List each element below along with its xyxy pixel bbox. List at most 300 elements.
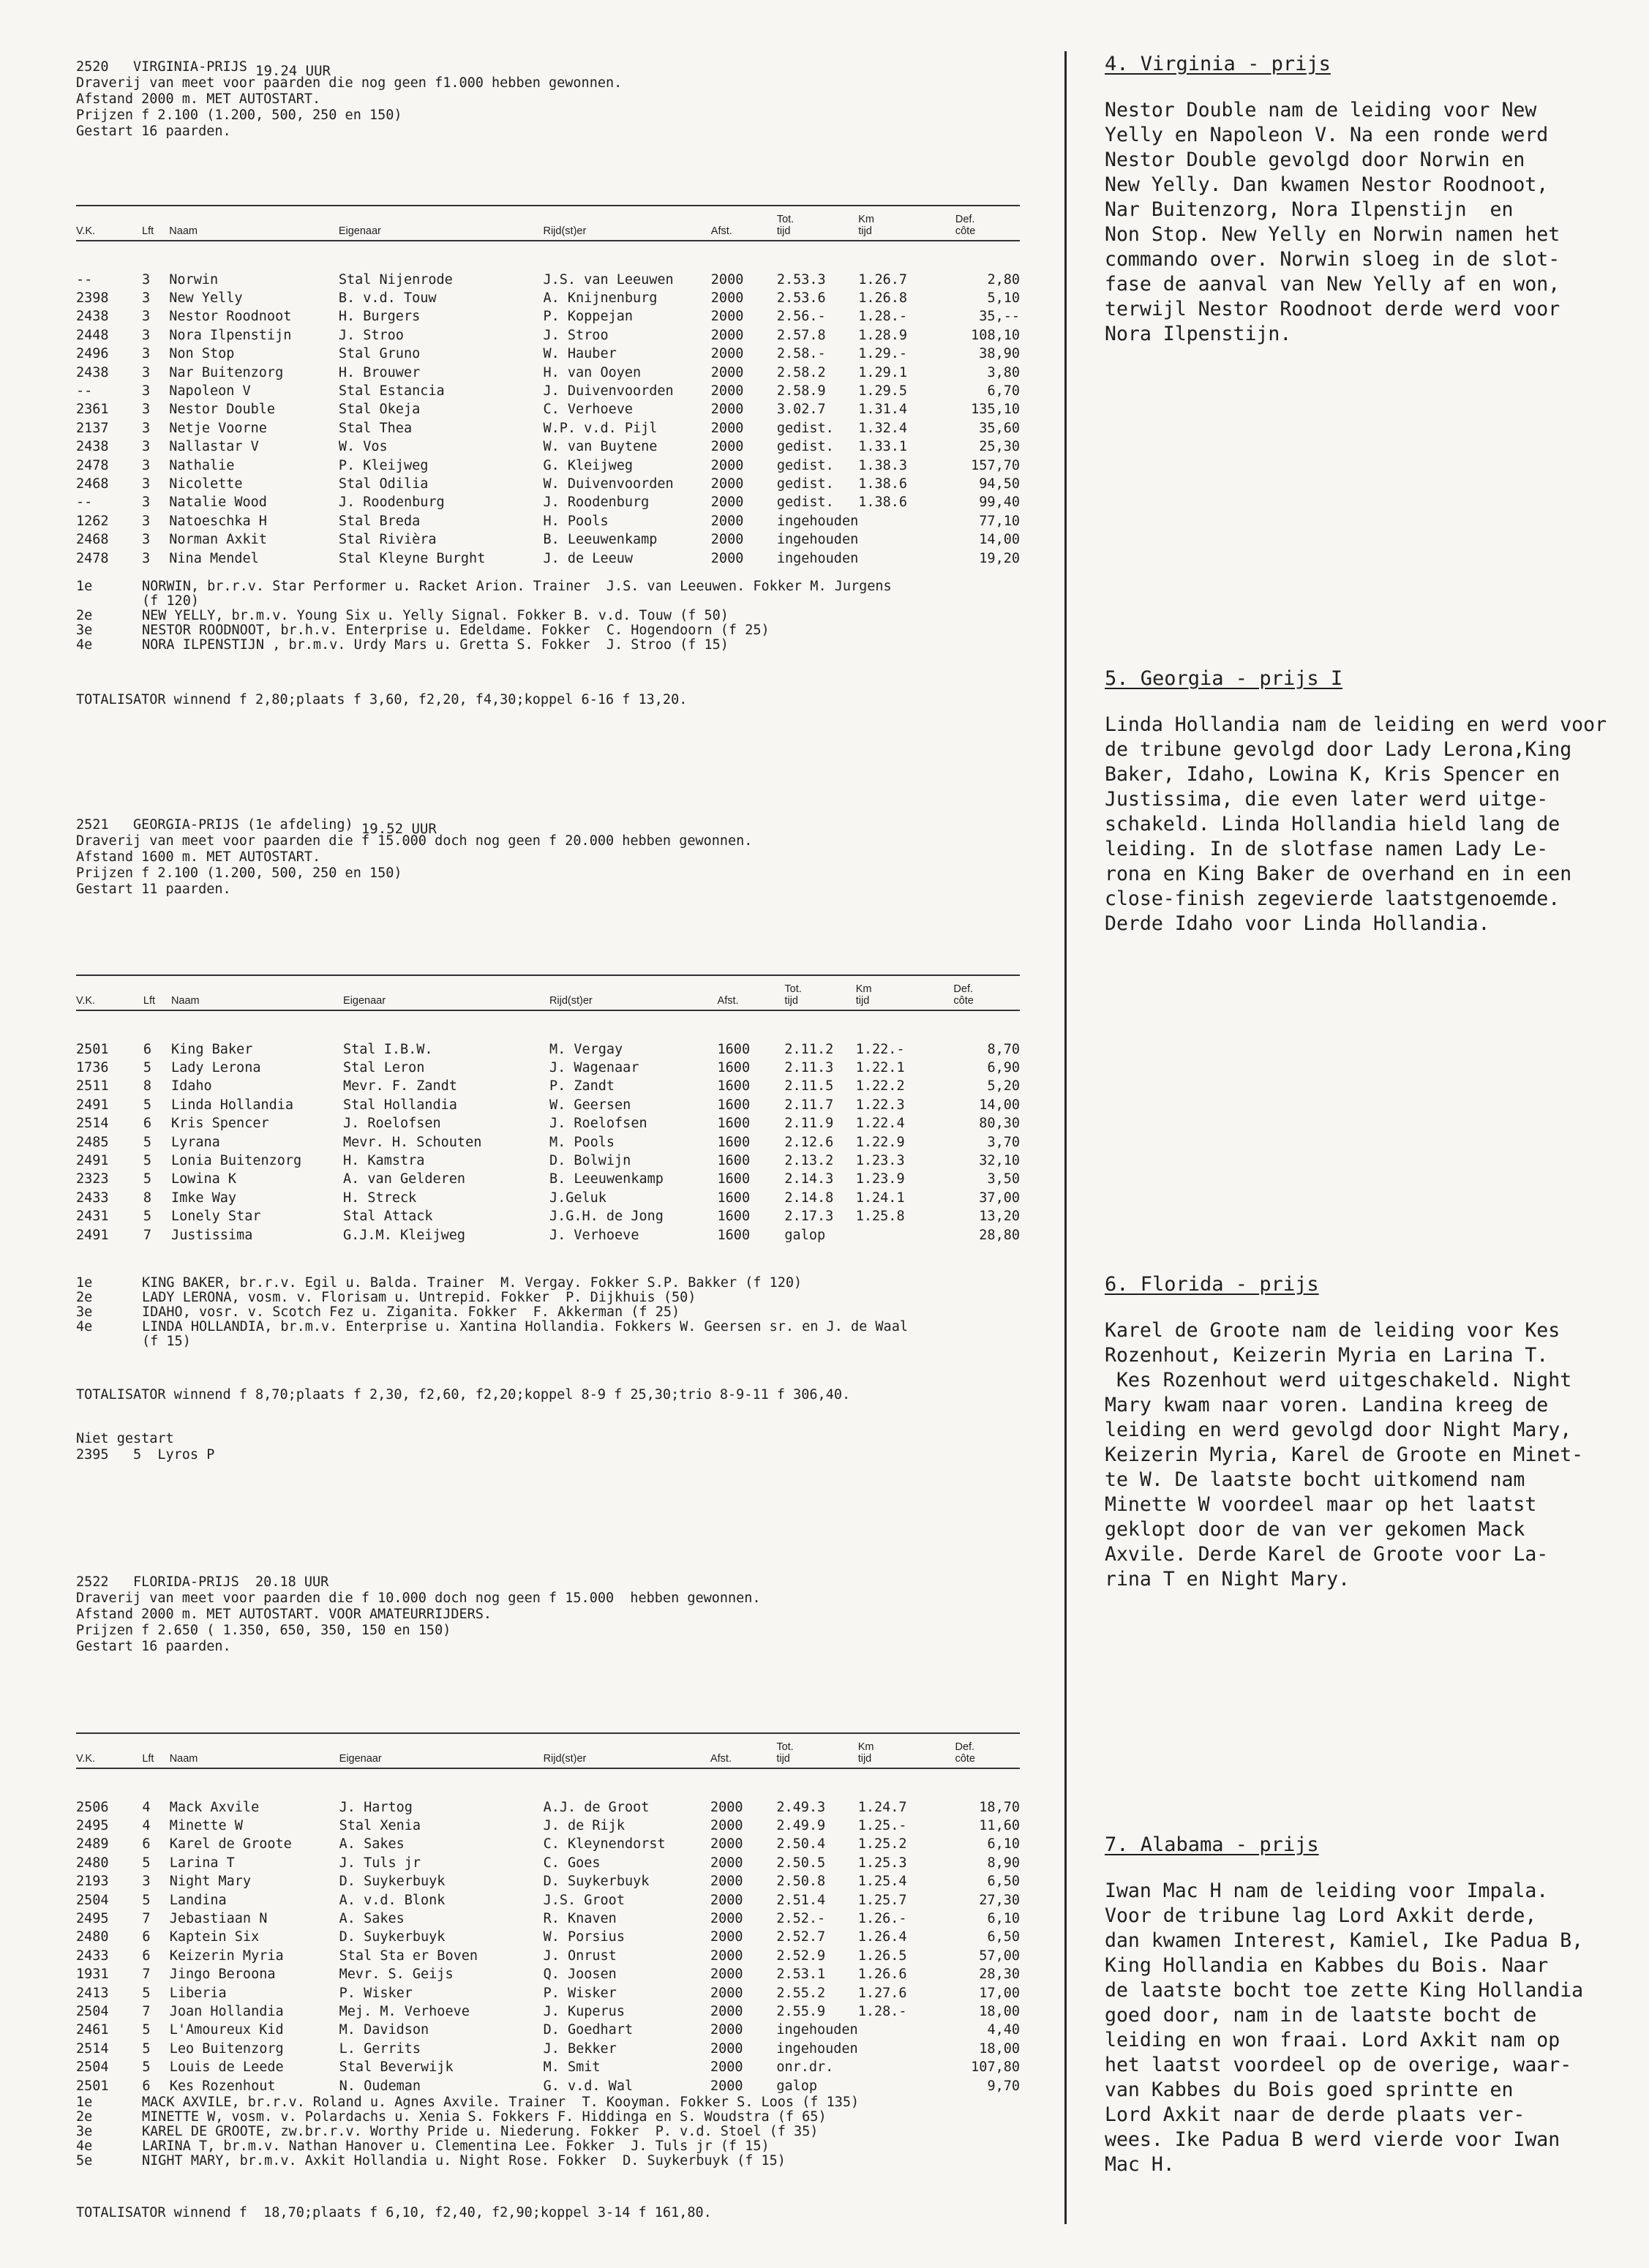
km-cell: 1.29.1 <box>858 364 908 380</box>
lft-cell: 5 <box>143 1153 152 1169</box>
lft-cell: 5 <box>143 1097 152 1113</box>
def-cell: 4,40 <box>987 2022 1020 2038</box>
km-cell <box>858 512 926 530</box>
naam-cell: Imke Way <box>170 1190 237 1206</box>
vk-cell: 2438 <box>76 309 109 325</box>
lft-cell: 4 <box>142 1818 151 1834</box>
lft-cell: 5 <box>143 1209 152 1225</box>
table-row <box>76 1947 1020 1965</box>
naam-cell: Mack Axvile <box>169 1799 260 1815</box>
table-row <box>76 419 1020 438</box>
col-afst: Afst. <box>711 206 777 241</box>
rijder-cell: J. Verhoeve <box>549 1227 639 1243</box>
km-cell: 1.23.3 <box>855 1153 905 1169</box>
rijder-cell: J. Roelofsen <box>549 1116 647 1132</box>
naam-cell: L'Amoureux Kid <box>169 2022 284 2038</box>
def-cell: 8,70 <box>987 1041 1020 1057</box>
vk-cell: 2433 <box>76 1190 109 1206</box>
tot-cell: ingehouden <box>776 532 859 548</box>
tot-cell: gedist. <box>776 420 834 436</box>
naam-cell: Joan Hollandia <box>169 2003 284 2019</box>
report-florida <box>1105 1273 1617 1592</box>
placing-position: 5e <box>76 2153 93 2169</box>
table-row <box>76 438 1020 457</box>
vk-cell: 2491 <box>76 1153 109 1169</box>
vk-cell: 2501 <box>76 1041 109 1057</box>
results-table <box>76 205 1020 568</box>
lft-cell: 3 <box>142 402 151 418</box>
tot-cell: 2.13.2 <box>784 1153 834 1169</box>
table-row <box>76 1226 1020 1244</box>
km-cell: 1.27.6 <box>857 1985 907 2001</box>
lft-cell: 3 <box>142 383 151 399</box>
lft-cell: 3 <box>142 309 151 325</box>
vk-cell: 2478 <box>76 550 109 566</box>
lft-cell: 8 <box>143 1078 152 1094</box>
table-row <box>76 1910 1020 1928</box>
placing-position: 1e <box>76 1275 93 1291</box>
vk-cell: 2514 <box>76 2040 109 2057</box>
vk-cell: 2504 <box>76 1892 109 1908</box>
km-cell: 1.25.4 <box>857 1874 907 1890</box>
afst-cell: 2000 <box>710 439 744 455</box>
afst-cell: 2000 <box>710 495 744 511</box>
report-body: Iwan Mac H nam de leiding voor Impala. Voor de tribune lag Lord Axkit derde, dan kwamen Interest, Kamiel, Ike Padua B, King Hollandia en Kabbes du Bois. Naar de laatste bocht toe zette King Hollandia goed door, nam in de laatste bocht de leiding en won fraai. Lord Axkit nam op het laatst voordeel op de overige, waar- van Kabbes du Bois goed sprintte en Lord Axkit naar de derde plaats ver- wees. Ike Padua B werd vierde voor Iwan Mac H. <box>1105 1880 1584 2176</box>
tot-cell: 2.11.2 <box>784 1041 834 1057</box>
table-header <box>76 1733 1020 1768</box>
tot-cell: ingehouden <box>776 550 859 566</box>
col-lft: Lft <box>142 206 169 241</box>
naam-cell: Louis de Leede <box>169 2059 284 2076</box>
vk-cell: -- <box>76 495 93 511</box>
placing-position: 4e <box>76 1319 93 1334</box>
km-cell: 1.24.1 <box>855 1190 905 1206</box>
rijder-cell: W. Hauber <box>543 346 617 362</box>
eigenaar-cell: H. Burgers <box>338 309 421 325</box>
vk-cell: -- <box>76 383 93 399</box>
table-row <box>76 2021 1020 2040</box>
report-body: Nestor Double nam de leiding voor New Yelly en Napoleon V. Na een ronde werd Nestor Double gevolgd door Norwin en New Yelly. Dan kwamen Nestor Roodnoot, Nar Buitenzorg, Nora Ilpenstijn en Non Stop. New Yelly en Norwin namen het commando over. Norwin sloeg in de slot- fase de aanval van New Yelly af en won, terwijl Nestor Roodnoot derde werd voor Nora Ilpenstijn. <box>1105 99 1560 345</box>
km-cell: 1.22.3 <box>855 1097 905 1113</box>
col-def: Def. côte <box>925 1733 1020 1768</box>
rijder-cell: J. Onrust <box>543 1948 617 1964</box>
eigenaar-cell: Mevr. S. Geijs <box>339 1967 454 1983</box>
placing-row <box>76 2110 1020 2125</box>
tot-cell: 2.52.- <box>776 1911 826 1927</box>
col-tot: Tot. tijd <box>776 1733 857 1768</box>
naam-cell: Netje Voorne <box>169 420 267 436</box>
placing-row <box>76 1276 1020 1291</box>
def-cell: 18,70 <box>979 1799 1020 1815</box>
def-cell: 108,10 <box>971 327 1020 343</box>
placing-text: NIGHT MARY, br.m.v. Axkit Hollandia u. Night Rose. Fokker D. Suykerbuyk (f 15) <box>142 2153 786 2169</box>
placing-row <box>76 1320 1020 1349</box>
rijder-cell: Q. Joosen <box>543 1967 617 1983</box>
lft-cell: 7 <box>143 1227 152 1243</box>
vk-cell: 2495 <box>76 1818 109 1834</box>
def-cell: 6,10 <box>987 1911 1020 1927</box>
naam-cell: Keizerin Myria <box>169 1948 284 1964</box>
placing-text: NESTOR ROODNOOT, br.h.v. Enterprise u. Edeldame. Fokker C. Hogendoorn (f 25) <box>142 623 770 638</box>
def-cell: 6,50 <box>987 1929 1020 1945</box>
vk-cell: 2491 <box>76 1227 109 1243</box>
afst-cell: 2000 <box>710 1911 743 1927</box>
col-km: Km tijd <box>856 975 925 1010</box>
lft-cell: 6 <box>142 1948 151 1964</box>
table-row <box>76 345 1020 364</box>
afst-cell: 2000 <box>710 1874 743 1890</box>
eigenaar-cell: Stal Odilia <box>338 476 429 492</box>
rijder-cell: W. van Buytene <box>543 439 658 455</box>
lft-cell: 5 <box>143 1060 152 1076</box>
rijder-cell: W. Porsius <box>543 1929 625 1945</box>
km-cell: 1.22.1 <box>855 1060 905 1076</box>
lft-cell: 4 <box>142 1799 151 1815</box>
tot-cell: 2.50.4 <box>776 1836 826 1852</box>
col-rijder: Rijd(st)er <box>549 975 718 1010</box>
lft-cell: 6 <box>143 1041 152 1057</box>
table-row <box>76 475 1020 493</box>
col-naam: Naam <box>171 975 343 1010</box>
km-cell: 1.26.5 <box>857 1948 907 1964</box>
afst-cell: 2000 <box>710 309 744 325</box>
vk-cell: -- <box>76 271 93 288</box>
def-cell: 80,30 <box>979 1116 1020 1132</box>
naam-cell: Napoleon V <box>169 383 251 399</box>
rijder-cell: G. v.d. Wal <box>543 2078 634 2094</box>
eigenaar-cell: D. Suykerbuyk <box>339 1929 446 1945</box>
race-header: 2522 FLORIDA-PRIJS 20.18 UUR Draverij van meet voor paarden die f 10.000 doch nog geen f 15.000 hebben gewonnen. Afstand 2000 m. MET AUTOSTART. VOOR AMATEURRIJDERS. Prijzen f 2.650 ( 1.350, 650, 350, 150 en 150) Gestart 16 paarden. <box>76 1574 761 1654</box>
vk-cell: 2496 <box>76 346 109 362</box>
naam-cell: Natalie Wood <box>169 495 267 511</box>
report-virginia <box>1105 53 1617 347</box>
placings <box>76 579 1020 653</box>
table-row <box>76 1115 1020 1133</box>
table-row <box>76 1817 1020 1835</box>
afst-cell: 2000 <box>710 364 744 380</box>
km-cell: 1.22.2 <box>855 1078 905 1094</box>
tot-cell: 2.50.8 <box>776 1874 826 1890</box>
table-row <box>76 364 1020 382</box>
placing-position: 2e <box>76 608 93 623</box>
race-header: 2521 GEORGIA-PRIJS (1e afdeling) 19.52 UUR Draverij van meet voor paarden die f 15.000 doch nog geen f 20.000 hebben gewonnen. Afstand 1600 m. MET AUTOSTART. Prijzen f 2.100 (1.200, 500, 250 en 150) Gestart 11 paarden. <box>76 817 753 897</box>
afst-cell: 1600 <box>717 1227 751 1243</box>
race-header: 2520 VIRGINIA-PRIJS 19.24 UUR Draverij van meet voor paarden die nog geen f1.000 hebben gewonnen. Afstand 2000 m. MET AUTOSTART. Prijzen f 2.100 (1.200, 500, 250 en 150) Gestart 16 paarden. <box>76 59 623 139</box>
def-cell: 25,30 <box>979 439 1020 455</box>
col-vk: V.K. <box>76 975 143 1010</box>
eigenaar-cell: W. Vos <box>338 439 388 455</box>
placing-text: NEW YELLY, br.m.v. Young Six u. Yelly Signal. Fokker B. v.d. Touw (f 50) <box>142 608 729 623</box>
rijder-cell: C. Verhoeve <box>543 402 634 418</box>
placing-row <box>76 2125 1020 2139</box>
vk-cell: 2398 <box>76 290 109 307</box>
vk-cell: 2506 <box>76 1799 109 1815</box>
vk-cell: 2485 <box>76 1134 109 1150</box>
rijder-cell: J. Duivenvoorden <box>543 383 674 399</box>
eigenaar-cell: J. Tuls jr <box>339 1855 421 1871</box>
def-cell: 9,70 <box>987 2078 1020 2094</box>
rijder-cell: J. Stroo <box>543 327 609 343</box>
def-cell: 11,60 <box>979 1818 1020 1834</box>
tot-cell: 2.58.2 <box>776 364 826 380</box>
def-cell: 2,80 <box>987 271 1020 288</box>
km-cell: 1.26.- <box>857 1911 907 1927</box>
km-cell: 1.38.3 <box>858 457 908 473</box>
placing-text: MACK AXVILE, br.r.v. Roland u. Agnes Axvile. Trainer T. Kooyman. Fokker S. Loos (f 135) <box>142 2095 860 2110</box>
col-km: Km tijd <box>858 1733 926 1768</box>
lft-cell: 6 <box>142 1929 151 1945</box>
rijder-cell: P. Zandt <box>549 1078 615 1094</box>
vk-cell: 2448 <box>76 327 109 343</box>
lft-cell: 3 <box>142 550 151 566</box>
vk-cell: 2514 <box>76 1116 109 1132</box>
afst-cell: 2000 <box>710 532 744 548</box>
def-cell: 135,10 <box>971 402 1020 418</box>
placing-text: LADY LERONA, vosm. v. Florisam u. Untrepid. Fokker P. Dijkhuis (50) <box>142 1290 696 1305</box>
naam-cell: Landina <box>169 1892 227 1908</box>
eigenaar-cell: Stal I.B.W. <box>343 1041 433 1057</box>
afst-cell: 1600 <box>717 1041 751 1057</box>
vk-cell: 1931 <box>76 1967 109 1983</box>
eigenaar-cell: B. v.d. Touw <box>338 290 437 307</box>
km-cell: 1.22.9 <box>855 1134 905 1150</box>
def-cell: 6,10 <box>987 1836 1020 1852</box>
totalisator: TOTALISATOR winnend f 8,70;plaats f 2,30, f2,60, f2,20;koppel 8-9 f 25,30;trio 8-9-11 f 306,40. <box>76 1387 851 1403</box>
table-row <box>76 2040 1020 2058</box>
totalisator: TOTALISATOR winnend f 2,80;plaats f 3,60, f2,20, f4,30;koppel 6-16 f 13,20. <box>76 692 688 707</box>
tot-cell: 2.57.8 <box>776 327 826 343</box>
def-cell: 14,00 <box>979 1097 1020 1113</box>
tot-cell: 2.11.9 <box>784 1116 834 1132</box>
def-cell: 8,90 <box>987 1855 1020 1871</box>
totalisator: TOTALISATOR winnend f 18,70;plaats f 6,10, f2,40, f2,90;koppel 3-14 f 161,80. <box>76 2205 712 2220</box>
report-title: 7. Alabama - prijs <box>1105 1833 1319 1856</box>
rijder-cell: D. Bolwijn <box>549 1153 631 1169</box>
col-km: Km tijd <box>858 206 926 241</box>
lft-cell: 7 <box>142 1967 151 1983</box>
lft-cell: 5 <box>142 1985 151 2001</box>
lft-cell: 5 <box>143 1134 152 1150</box>
naam-cell: Jebastiaan N <box>169 1911 268 1927</box>
col-tot: Tot. tijd <box>777 206 858 241</box>
rijder-cell: M. Pools <box>549 1134 615 1150</box>
eigenaar-cell: J. Roodenburg <box>338 495 445 511</box>
placing-position: 2e <box>76 1290 93 1305</box>
eigenaar-cell: H. Streck <box>343 1190 417 1206</box>
afst-cell: 2000 <box>710 420 744 436</box>
lft-cell: 3 <box>142 271 151 288</box>
table-row <box>76 549 1020 568</box>
placing-text: NORA ILPENSTIJN , br.m.v. Urdy Mars u. Gretta S. Fokker J. Stroo (f 15) <box>142 637 729 653</box>
tot-cell: 2.49.3 <box>776 1799 826 1815</box>
rijder-cell: J.Geluk <box>549 1190 606 1206</box>
lft-cell: 3 <box>142 1874 151 1890</box>
lft-cell: 3 <box>142 290 151 307</box>
tot-cell: 2.14.8 <box>784 1190 834 1206</box>
lft-cell: 3 <box>142 513 151 529</box>
lft-cell: 3 <box>142 495 151 511</box>
race-2522 <box>76 1574 1020 2220</box>
table-row <box>76 326 1020 345</box>
naam-cell: Natoeschka H <box>169 513 267 529</box>
afst-cell: 2000 <box>710 1836 743 1852</box>
tot-cell: 2.12.6 <box>784 1134 834 1150</box>
table-row <box>76 1133 1020 1152</box>
eigenaar-cell: Mevr. H. Schouten <box>343 1134 482 1150</box>
rijder-cell: J.S. Groot <box>543 1892 625 1908</box>
placing-position: 3e <box>76 2124 93 2139</box>
table-row <box>76 512 1020 530</box>
rijder-cell: C. Kleynendorst <box>543 1836 666 1852</box>
eigenaar-cell: A. Sakes <box>339 1836 405 1852</box>
rijder-cell: P. Koppejan <box>543 309 634 325</box>
km-cell: 1.25.- <box>857 1818 907 1834</box>
table-row <box>76 457 1020 475</box>
def-cell: 28,30 <box>979 1967 1020 1983</box>
naam-cell: Kris Spencer <box>170 1116 269 1132</box>
km-cell: 1.31.4 <box>858 402 908 418</box>
table-row <box>76 241 1020 289</box>
naam-cell: Lyrana <box>170 1134 220 1150</box>
vk-cell: 2413 <box>76 1985 109 2001</box>
eigenaar-cell: A. van Gelderen <box>343 1171 466 1187</box>
race-2520 <box>76 59 1020 707</box>
rijder-cell: J.G.H. de Jong <box>549 1209 664 1225</box>
afst-cell: 2000 <box>710 1855 743 1871</box>
def-cell: 35,-- <box>979 309 1020 325</box>
placing-position: 1e <box>76 2095 93 2110</box>
afst-cell: 2000 <box>710 1818 743 1834</box>
eigenaar-cell: L. Gerrits <box>339 2040 421 2057</box>
placing-position: 4e <box>76 2139 93 2154</box>
eigenaar-cell: H. Brouwer <box>338 364 421 380</box>
afst-cell: 2000 <box>710 271 744 288</box>
tot-cell: 2.56.- <box>776 309 826 325</box>
afst-cell: 2000 <box>710 383 744 399</box>
afst-cell: 1600 <box>717 1209 751 1225</box>
km-cell <box>858 2021 926 2040</box>
def-cell: 3,50 <box>987 1171 1020 1187</box>
col-rijder: Rijd(st)er <box>543 206 710 241</box>
km-cell <box>856 1226 925 1244</box>
col-vk: V.K. <box>76 206 142 241</box>
afst-cell: 2000 <box>710 327 744 343</box>
placing-row <box>76 579 1020 609</box>
eigenaar-cell: P. Wisker <box>339 1985 413 2001</box>
rijder-cell: B. Leeuwenkamp <box>543 532 658 548</box>
report-body: Karel de Groote nam de leiding voor Kes Rozenhout, Keizerin Myria en Larina T. Kes Rozenhout werd uitgeschakeld. Night Mary kwam naar voren. Landina kreeg de leiding en werd gevolgd door Night Mary, Keizerin Myria, Karel de Groote en Minet- te W. De laatste bocht uitkomend nam Minette W voordeel maar op het laatst geklopt door de van ver gekomen Mack Axvile. Derde Karel de Groote voor La- rina T en Night Mary. <box>1105 1319 1584 1591</box>
def-cell: 13,20 <box>979 1209 1020 1225</box>
table-row <box>76 1208 1020 1226</box>
col-rijder: Rijd(st)er <box>544 1733 710 1768</box>
naam-cell: Kes Rozenhout <box>169 2078 276 2094</box>
eigenaar-cell: D. Suykerbuyk <box>339 1874 446 1890</box>
km-cell: 1.28.9 <box>858 327 908 343</box>
table-row <box>76 2002 1020 2021</box>
tot-cell: galop <box>784 1227 826 1243</box>
lft-cell: 8 <box>143 1190 152 1206</box>
tot-cell: 2.55.9 <box>776 2003 826 2019</box>
vk-cell: 2468 <box>76 476 109 492</box>
afst-cell: 2000 <box>710 1967 743 1983</box>
tot-cell: 2.17.3 <box>784 1209 834 1225</box>
afst-cell: 2000 <box>710 1948 743 1964</box>
km-cell: 1.25.7 <box>857 1892 907 1908</box>
tot-cell: ingehouden <box>776 513 859 529</box>
lft-cell: 5 <box>142 2040 151 2057</box>
table-row <box>76 1768 1020 1817</box>
report-title: 5. Georgia - prijs I <box>1105 667 1343 690</box>
rijder-cell: J. de Rijk <box>543 1818 625 1834</box>
lft-cell: 5 <box>142 1892 151 1908</box>
km-cell: 1.23.9 <box>855 1171 905 1187</box>
rijder-cell: J. Kuperus <box>543 2003 625 2019</box>
afst-cell: 2000 <box>710 1929 743 1945</box>
km-cell: 1.26.6 <box>857 1967 907 1983</box>
vk-cell: 2480 <box>76 1855 109 1871</box>
placing-row <box>76 1291 1020 1305</box>
rijder-cell: W. Duivenvoorden <box>543 476 674 492</box>
naam-cell: Nora Ilpenstijn <box>169 327 292 343</box>
naam-cell: Norwin <box>169 271 219 288</box>
placing-text: KING BAKER, br.r.v. Egil u. Balda. Trainer M. Vergay. Fokker S.P. Bakker (f 120) <box>142 1275 803 1291</box>
lft-cell: 5 <box>143 1171 152 1187</box>
km-cell: 1.38.6 <box>858 476 908 492</box>
results-table <box>76 1732 1020 2095</box>
def-cell: 35,60 <box>979 420 1020 436</box>
rijder-cell: W.P. v.d. Pijl <box>543 420 658 436</box>
def-cell: 99,40 <box>979 495 1020 511</box>
eigenaar-cell: Stal Sta er Boven <box>339 1948 478 1964</box>
report-title: 4. Virginia - prijs <box>1105 53 1331 75</box>
table-row <box>76 289 1020 307</box>
naam-cell: Nestor Double <box>169 402 276 418</box>
niet-gestart: Niet gestart 2395 5 Lyros P <box>76 1431 215 1462</box>
eigenaar-cell: Stal Rivièra <box>338 532 437 548</box>
table-row <box>76 1189 1020 1207</box>
placing-position: 3e <box>76 1304 93 1320</box>
eigenaar-cell: J. Stroo <box>338 327 404 343</box>
eigenaar-cell: Stal Okeja <box>338 402 421 418</box>
col-lft: Lft <box>142 1733 169 1768</box>
placing-text: LINDA HOLLANDIA, br.m.v. Enterprise u. Xantina Hollandia. Fokkers W. Geersen sr. en J. de Waal (f 15) <box>142 1319 908 1349</box>
tot-cell: 2.14.3 <box>784 1171 834 1187</box>
naam-cell: Idaho <box>170 1078 212 1094</box>
rijder-cell: A.J. de Groot <box>543 1799 650 1815</box>
naam-cell: Non Stop <box>169 346 235 362</box>
naam-cell: King Baker <box>170 1041 253 1057</box>
naam-cell: Nina Mendel <box>169 550 259 566</box>
afst-cell: 2000 <box>710 2078 743 2094</box>
table-row <box>76 1929 1020 1947</box>
vk-cell: 2501 <box>76 2078 109 2094</box>
rijder-cell: J. Roodenburg <box>543 495 650 511</box>
afst-cell: 2000 <box>710 476 744 492</box>
afst-cell: 2000 <box>710 550 744 566</box>
col-eigenaar: Eigenaar <box>339 1733 544 1768</box>
def-cell: 6,50 <box>987 1874 1020 1890</box>
km-cell: 1.32.4 <box>858 420 908 436</box>
km-cell: 1.29.5 <box>858 383 908 399</box>
afst-cell: 1600 <box>717 1190 751 1206</box>
def-cell: 19,20 <box>979 550 1020 566</box>
afst-cell: 2000 <box>710 513 744 529</box>
vk-cell: 2468 <box>76 532 109 548</box>
col-naam: Naam <box>170 1733 339 1768</box>
placing-row <box>76 2154 1020 2169</box>
vk-cell: 2491 <box>76 1097 109 1113</box>
lft-cell: 3 <box>142 532 151 548</box>
